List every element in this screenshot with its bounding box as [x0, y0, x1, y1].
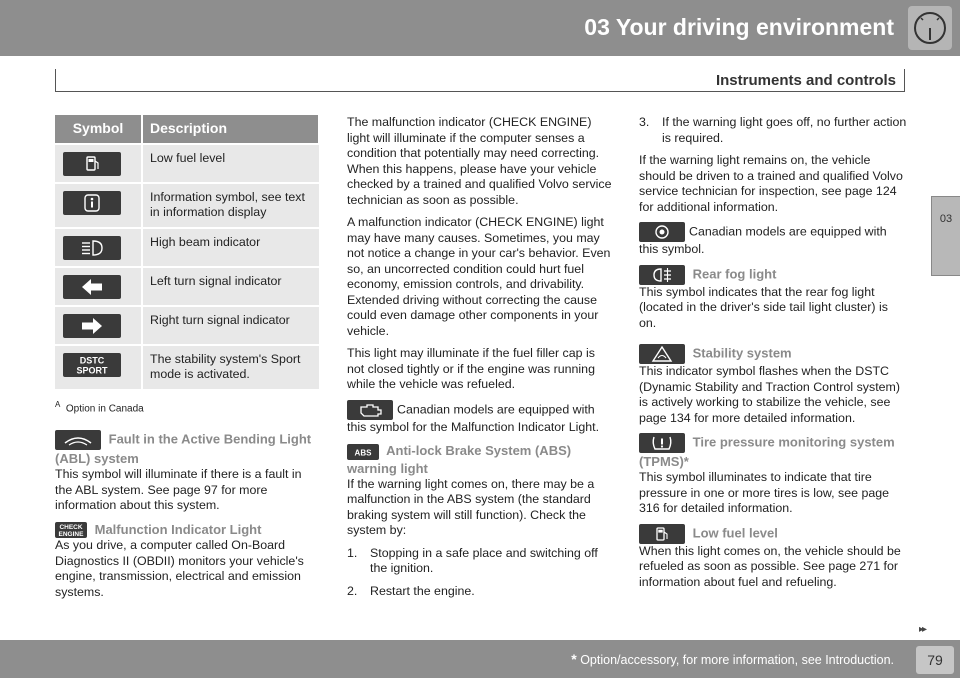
engine-icon-text: ENGINE	[58, 531, 84, 539]
table-row	[55, 267, 319, 306]
stability-heading-text: Stability system	[692, 345, 792, 361]
step-text: If the warning light goes off, no further action is required.	[662, 115, 907, 145]
tpms-heading	[639, 433, 907, 453]
low-fuel-text: When this light comes on, the vehicle should be refueled as soon as possible. See page 271 for information about fuel and refueling.	[639, 543, 901, 589]
tpms-heading-line-2: (TPMS)*	[639, 454, 689, 469]
dstc-icon-text: DSTC	[79, 355, 105, 365]
abs-steps	[347, 546, 615, 600]
chapter-side-tab	[931, 196, 960, 276]
fog-text: This symbol indicates that the rear fog light (located in the driver's side tail light cluster) is on.	[639, 284, 888, 330]
abl-heading	[55, 430, 320, 450]
abs-icon	[347, 444, 379, 460]
step-number: 3.	[639, 115, 650, 129]
chapter-side-tab-label: 03	[939, 213, 953, 225]
brake-circle-icon	[639, 222, 685, 242]
table-cell-symbol	[55, 267, 142, 306]
mil-paragraph-1: The malfunction indicator (CHECK ENGINE) light will illuminate if the computer senses a condition that potentially may need correcting. When this happens, please have your vehicle checked by a trained and qualified Volvo service technician as soon as possible.	[347, 115, 612, 207]
stability-text: This indicator symbol flashes when the DSTC (Dynamic Stability and Traction Control system) is actively working to stabilize the vehicle, see page 134 for more detailed information.	[639, 364, 900, 425]
table-row	[55, 306, 319, 345]
speedometer-icon	[908, 6, 952, 50]
table-cell-symbol	[55, 183, 142, 228]
continue-arrows-icon: ▸▸	[919, 624, 926, 635]
left-arrow-icon	[63, 275, 121, 299]
high-beam-icon	[63, 236, 121, 260]
tpms-text: This symbol illuminates to indicate that tire pressure in one or more tires is low, see page 316 for detailed information.	[639, 470, 890, 515]
fuel-pump-icon	[63, 152, 121, 176]
abl-heading-line-2: (ABL) system	[55, 451, 139, 467]
section-title: Instruments and controls	[715, 72, 896, 89]
fog-heading-text: Rear fog light	[692, 265, 777, 281]
low-fuel-heading	[639, 524, 907, 544]
table-cell-symbol	[55, 306, 142, 345]
fuel-pump-icon	[639, 524, 685, 544]
footer-note	[571, 651, 894, 667]
chapter-header	[0, 0, 960, 56]
mil-heading-text: Malfunction Indicator Light	[94, 521, 262, 537]
chapter-title: 03 Your driving environment	[584, 14, 894, 40]
tire-pressure-icon	[639, 433, 685, 453]
abs-heading-line-2: warning light	[347, 460, 428, 476]
engine-outline-icon	[347, 400, 393, 420]
abl-text: This symbol will illuminate if there is a fault in the ABL system. See page 97 for more information about this system.	[55, 467, 302, 513]
sport-icon-text: SPORT	[76, 365, 108, 375]
mil-paragraph-2: A malfunction indicator (CHECK ENGINE) light may have many causes. Sometimes, you may not notice a change in your car's behavior. Even so, an uncorrected condition could hurt fuel economy, emission controls, and drivability. Extended driving without correcting the cause could even damage other components in your vehicle.	[347, 215, 611, 338]
fog-heading	[639, 265, 907, 285]
abs-heading-line-1: Anti-lock Brake System (ABS)	[386, 443, 572, 458]
table-row	[55, 183, 319, 228]
mil-heading	[55, 521, 320, 539]
headlight-swivel-icon	[55, 430, 101, 450]
abs-heading	[347, 442, 615, 460]
footer-note-star: *	[571, 651, 577, 667]
table-row	[55, 144, 319, 183]
step-number: 2.	[347, 583, 358, 598]
step-number: 1.	[347, 545, 358, 560]
footnote-text: Option in Canada	[65, 402, 144, 414]
table-cell-symbol	[55, 345, 142, 389]
table-header-description: Description	[142, 115, 319, 144]
table-row	[55, 228, 319, 267]
column-1	[55, 115, 320, 607]
canadian-mil-text: Canadian models are equipped with this symbol for the Malfunction Indicator Light.	[347, 401, 600, 434]
right-arrow-icon	[63, 314, 121, 338]
table-cell-description: Left turn signal indicator	[142, 267, 319, 306]
table-cell-description: Information symbol, see text in information display	[142, 183, 319, 228]
table-header-symbol: Symbol	[55, 115, 142, 144]
column-3	[639, 115, 907, 597]
canadian-abs-text: Canadian models are equipped with this symbol.	[639, 224, 887, 256]
abs-remains-on-text: If the warning light remains on, the vehicle should be driven to a trained and qualified Volvo service technician for inspection, see page 124 for additional information.	[639, 153, 903, 214]
page-number: 79	[916, 646, 954, 674]
table-cell-description: The stability system's Sport mode is activated.	[142, 345, 319, 389]
list-item	[347, 546, 615, 577]
abs-text: If the warning light comes on, there may be a malfunction in the ABS system (the standard braking system will still function). Check the system by:	[347, 476, 595, 538]
tpms-heading-line-1: Tire pressure monitoring system	[692, 434, 895, 450]
stability-warning-icon	[639, 344, 685, 364]
table-footnote	[55, 397, 320, 417]
step-text: Restart the engine.	[370, 583, 475, 598]
table-cell-symbol	[55, 144, 142, 183]
mil-text: As you drive, a computer called On-Board Diagnostics II (OBDII) monitors your vehicle's engine, transmission, electrical and emission systems.	[55, 538, 304, 599]
step-text: Stopping in a safe place and switching off the ignition.	[370, 545, 598, 576]
list-item	[347, 584, 615, 600]
abs-steps-continued	[639, 115, 907, 146]
list-item	[639, 115, 907, 146]
canadian-mil-note	[347, 400, 615, 436]
rear-fog-light-icon	[639, 265, 685, 285]
page-footer	[0, 640, 960, 678]
footnote-marker: A	[55, 399, 61, 409]
footer-note-text: Option/accessory, for more information, see Introduction.	[576, 653, 894, 667]
low-fuel-heading-text: Low fuel level	[692, 524, 778, 540]
check-icon-text: CHECK	[59, 524, 83, 532]
table-row	[55, 345, 319, 389]
mil-paragraph-3: This light may illuminate if the fuel filler cap is not closed tightly or if the engine was running while the vehicle was refueled.	[347, 346, 595, 391]
abs-icon-text: ABS	[354, 448, 372, 458]
table-cell-symbol	[55, 228, 142, 267]
dstc-sport-icon	[63, 353, 121, 377]
table-header-row	[55, 115, 319, 144]
abl-heading-line-1: Fault in the Active Bending Light	[108, 431, 312, 447]
table-cell-description: Low fuel level	[142, 144, 319, 183]
column-2	[347, 115, 615, 606]
table-cell-description: Right turn signal indicator	[142, 306, 319, 345]
table-cell-description: High beam indicator	[142, 228, 319, 267]
canadian-abs-note	[639, 222, 907, 258]
section-bar	[55, 69, 905, 92]
information-icon	[63, 191, 121, 215]
stability-heading	[639, 344, 907, 364]
check-engine-icon	[55, 522, 87, 538]
symbol-table	[55, 115, 320, 389]
